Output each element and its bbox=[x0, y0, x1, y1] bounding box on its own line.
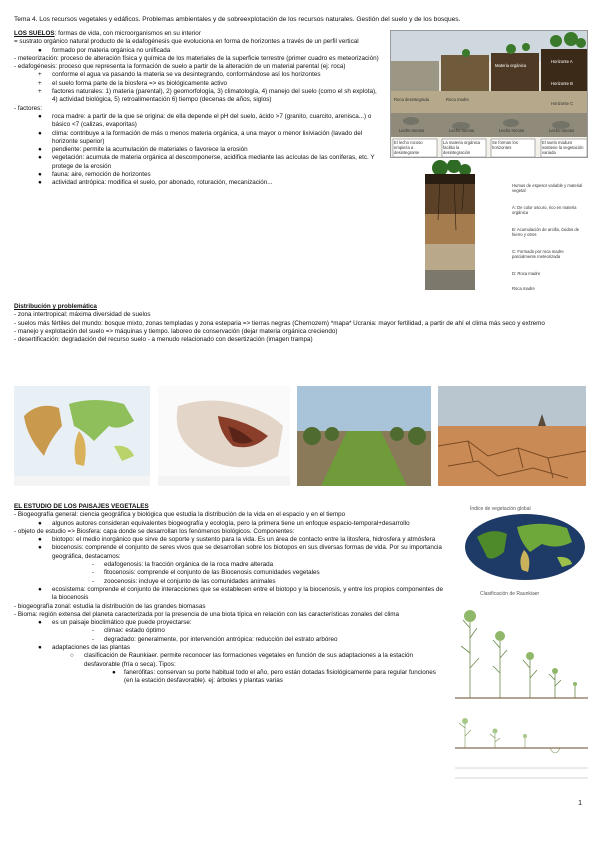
biogeografia-text: - Biogeografía general: ciencia geográfica y biológica que estudia la distribución de la vida en el espacio y en el tiempo bbox=[14, 511, 346, 519]
list-item: + factores naturales: 1) materia (parental), 2) geomorfología, 3) climatología, 4) manejo del suelo (como el sh explota), 4) actividad biológica, 5) retroalimentación 6) tiempo (decenas de años, siglos) bbox=[38, 88, 377, 104]
distribucion-line: - zona intertropical: máxima diversidad de suelos bbox=[14, 311, 151, 319]
list-item: ● es un paisaje bioclimático que puede proyectarse: bbox=[38, 619, 192, 627]
stage-caption: La materia orgánica facilita la desintegración bbox=[443, 140, 481, 155]
world-map-illustration bbox=[14, 386, 150, 486]
list-item: ● vegetación: acumula de materia orgánica al descomponerse, acidifica mediante las acículas de las coníferas, etc. Y protege de la erosión bbox=[38, 154, 375, 170]
soil-formation-illustration bbox=[391, 31, 588, 158]
bioma-text: - Bioma: región extensa del planeta caracterizada por la presencia de una biota típica en relación con las características zonales del clima bbox=[14, 610, 400, 618]
zonal-text: - biogeografía zonal: estudia la distribución de las grandes biomasas bbox=[14, 602, 206, 610]
list-item: ● biotopo: el medio inorgánico que sirve de soporte y sustento para la vida. Es un área de contacto entre la litosfera, hidrosfera y atmósfera bbox=[38, 536, 436, 544]
stage-caption: El lecho rocoso empieza a desintegrarse bbox=[394, 140, 423, 155]
suelos-heading-rest: : formas de vida, con microorganismos en su interior bbox=[54, 30, 201, 37]
figure-label: Lecho rocoso bbox=[499, 128, 525, 133]
stage-caption: El suelo maduro sostiene la vegetación variada bbox=[542, 140, 584, 155]
desertification-photo bbox=[438, 386, 586, 486]
meteorizacion-text: - meteorización: proceso de alteración física y química de los materiales de la superficie terrestre (primer cuadro es meteorización) bbox=[14, 54, 379, 62]
distribucion-line: - desertificación: degradación del recurso suelo - a menudo relacionado con desertización (imagen trampa) bbox=[14, 336, 313, 344]
profile-label: B: Acumulación de arcilla, óxidos de hierro y otros bbox=[512, 227, 580, 237]
list-item: - zoocenosis: incluye el conjunto de las comunidades animales bbox=[92, 577, 276, 585]
list-item: - fitocenosis: comprende el conjunto de las Biocenosis comunidades vegetales bbox=[92, 569, 320, 577]
profile-label: A: De color oscuro, rico en materia orgánica bbox=[512, 205, 577, 215]
globe-illustration bbox=[462, 512, 588, 582]
list-item: ● clima: contribuye a la formación de más o menos materia orgánica, a una mayor o menor lixiviación (lavado del horizonte superior) bbox=[38, 129, 363, 145]
list-item: + conforme el agua va pasando la materia se va desintegrando, conformándose así los horizontes bbox=[38, 71, 321, 79]
distribucion-line: - suelos más fértiles del mundo: bosque mixto, zonas templadas y zona esteparia => tierras negras (Chernozem) *mapa* Ucrania: mayor fertilidad, a partir de ahí el clima más seco y extremo bbox=[14, 319, 545, 327]
edafogenesis-text: - edafogénesis: proceso que representa la formación de suelo a partir de la alteración de un material parental (ej: roca) bbox=[14, 63, 346, 71]
list-item: ● actividad antrópica: modifica el suelo, por abonado, roturación, mecanización... bbox=[38, 179, 273, 187]
soil-profile-figure bbox=[420, 160, 480, 290]
conservation-tillage-photo bbox=[297, 386, 431, 486]
distribucion-heading: Distribución y problemática bbox=[14, 303, 97, 310]
globe-title: Índice de vegetación global bbox=[470, 506, 531, 512]
figure-label: Lecho rocoso bbox=[449, 128, 475, 133]
world-soil-map bbox=[14, 386, 150, 486]
page-title: Tema 4. Los recursos vegetales y edáficos. Problemas ambientales y de sobreexplotación de los recursos naturales. Gestión del suelo y de los bosques. bbox=[14, 16, 461, 23]
list-item: ● algunos autores consideran equivalentes biogeografía y ecología, pero la primera tiene un enfoque espacio-temporal+desarrollo bbox=[38, 519, 410, 527]
vegetation-globe bbox=[462, 512, 588, 582]
list-item: ○ clasificación de Raunkiaer. permite reconocer las formaciones vegetales en función de sus adaptaciones a la estación desfavorable (fría o seca). Tipos: bbox=[70, 652, 414, 668]
list-item: ● ecosistema: comprende el conjunto de interacciones que se establecen entre el biotopo y la biocenosis, y entre los propios componentes de la biocenosis bbox=[38, 585, 443, 602]
europe-map-illustration bbox=[158, 386, 290, 486]
figure-label: Lecho rocoso bbox=[399, 128, 425, 133]
list-item: - degradado: generalmente, por intervención antrópica: reducción del estrato arbóreo bbox=[92, 635, 338, 643]
profile-label: Roca madre bbox=[512, 286, 535, 291]
cracked-earth-photo bbox=[438, 386, 586, 486]
suelos-section bbox=[14, 30, 384, 188]
figure-label: Roca desintegrada bbox=[394, 97, 430, 102]
figure-label: Horizonte A bbox=[551, 59, 573, 64]
soil-profile-labels bbox=[512, 183, 588, 291]
list-item: ● adaptaciones de las plantas bbox=[38, 644, 131, 652]
soil-profile-illustration bbox=[420, 160, 480, 290]
page-number: 1 bbox=[578, 800, 582, 807]
suelos-heading: LOS SUELOS bbox=[14, 30, 55, 37]
list-item: ● pendiente: permite la acumulación de materiales o favorece la erosión bbox=[38, 146, 248, 154]
profile-label: Humus de espesor variable y material vegetal bbox=[512, 183, 583, 193]
distribucion-line: - manejo y explotación del suelo => máquinas y tiempo. laboreo de conservación (dejar materia orgánica creciendo) bbox=[14, 327, 338, 335]
raunkiaer-title: Clasificación de Raunkiaer bbox=[480, 591, 540, 597]
suelos-definition: = sustrato orgánico natural producto de la edafogénesis que evoluciona en forma de horizontes a través de un perfil vertical bbox=[14, 38, 359, 46]
figure-label: Materia orgánica bbox=[495, 63, 527, 68]
paisajes-heading: EL ESTUDIO DE LOS PAISAJES VEGETALES bbox=[14, 503, 149, 510]
list-item: ● fauna: aire, remoción de horizontes bbox=[38, 171, 151, 179]
list-item: + el suelo forma parte de la biosfera => es biológicamente activo bbox=[38, 79, 228, 87]
list-item: ● biocenosis: comprende el conjunto de seres vivos que se desarrollan sobre los biotopos en sus diversas formas de vida. Por su importancia geográfica, destacamos: bbox=[38, 544, 442, 560]
list-item: ● formado por materia orgánica no unificada bbox=[38, 46, 171, 54]
stage-caption: Se forman los horizontes bbox=[492, 140, 518, 150]
objeto-text: - objeto de estudio => Biosfera: capa donde se desarrollan los fenómenos biológicos. Componentes: bbox=[14, 527, 295, 535]
distribucion-section bbox=[14, 303, 588, 344]
profile-label: D: Roca madre bbox=[512, 271, 541, 276]
profile-label: C: Formado por roca madre parcialmente meteorizada bbox=[512, 249, 564, 259]
factores-text: - factores: bbox=[14, 104, 42, 112]
figure-label: Lecho rocoso bbox=[549, 128, 575, 133]
paisajes-section bbox=[14, 503, 444, 686]
raunkiaer-illustration bbox=[455, 598, 588, 788]
list-item: ● roca madre: a partir de la que se origina: de ella depende el pH del suelo, ácido >7 (granito, cuarcito, arenisca...) o básico <7 (calizas, evaporitas) bbox=[38, 112, 372, 129]
orchard-photo bbox=[297, 386, 431, 486]
list-item: - edafogenosis: la fracción orgánica de la roca madre alterada bbox=[92, 561, 274, 569]
raunkiaer-figure bbox=[455, 598, 588, 788]
list-item: - climax: estado óptimo bbox=[92, 627, 165, 635]
figure-label: Roca madre bbox=[446, 97, 469, 102]
suelos-heading-line bbox=[14, 30, 384, 38]
figure-label: Horizonte C bbox=[551, 101, 574, 106]
soil-formation-figure bbox=[390, 30, 588, 158]
europe-soil-map bbox=[158, 386, 290, 486]
figure-label: Horizonte B bbox=[551, 81, 573, 86]
list-item: ● fanerófitas: conservan su porte habitual todo el año, pero están dotadas fisiológicamente para regular funciones (en la estación desfavorable). ej: árboles y plantas varias bbox=[112, 668, 436, 685]
